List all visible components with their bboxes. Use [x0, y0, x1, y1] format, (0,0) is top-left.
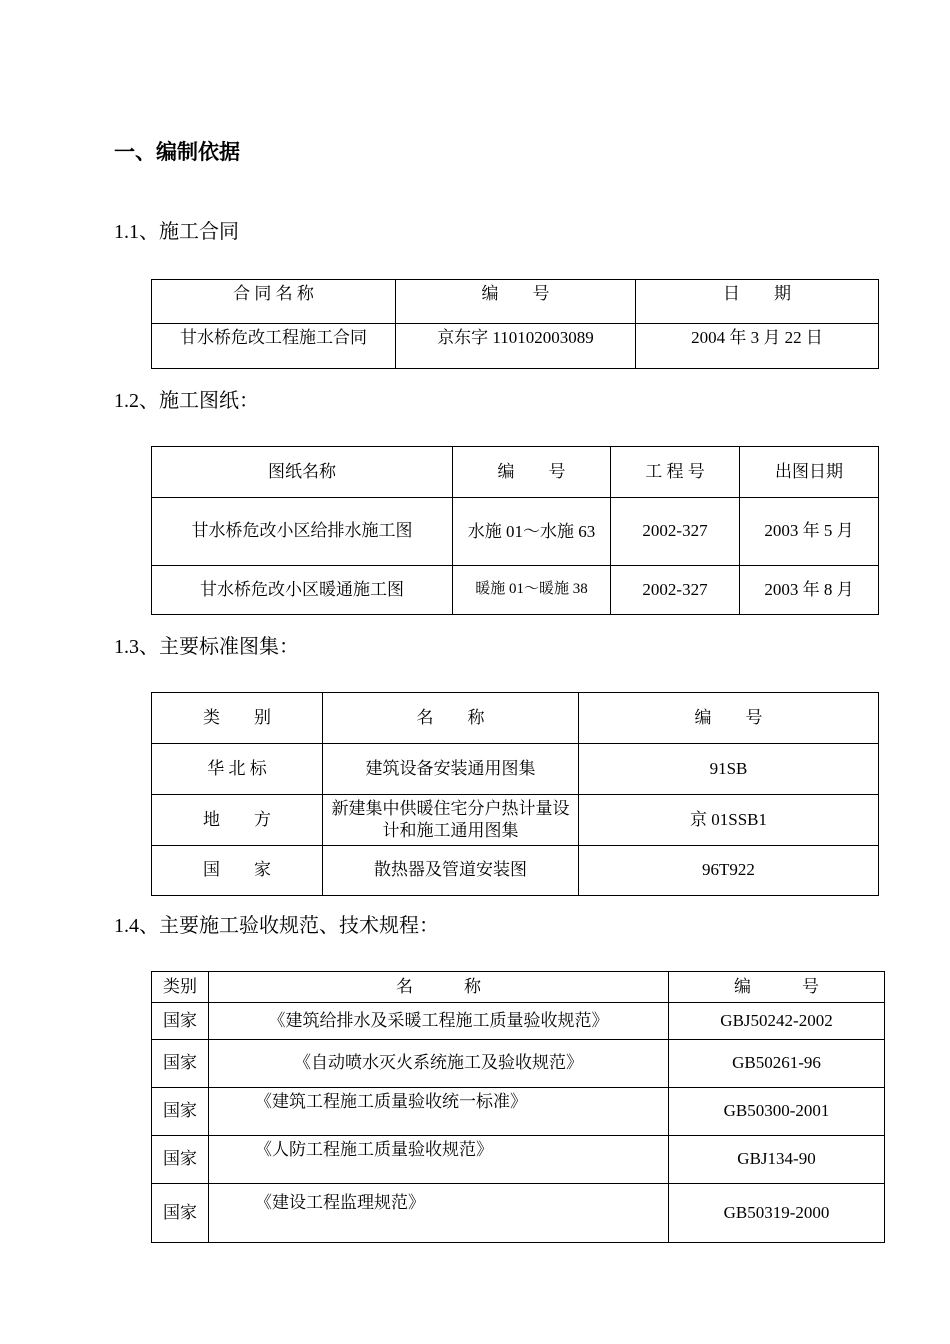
table-cell: 2003 年 8 月 — [740, 566, 879, 615]
table-row — [152, 566, 879, 615]
table-cell: 新建集中供暖住宅分户热计量设计和施工通用图集 — [323, 795, 579, 846]
table-cell: 京 01SSB1 — [579, 795, 879, 846]
header-cell: 合 同 名 称 — [152, 280, 396, 324]
table-cell: 国家 — [152, 1040, 209, 1088]
table-header-row — [152, 280, 879, 324]
table-cell: 91SB — [579, 744, 879, 795]
header-cell: 编 号 — [579, 693, 879, 744]
table-cell: 《人防工程施工质量验收规范》 — [209, 1136, 669, 1184]
standards-table — [151, 692, 879, 896]
table-header-row — [152, 972, 885, 1003]
header-cell: 编 号 — [453, 447, 611, 498]
header-cell: 出图日期 — [740, 447, 879, 498]
table-cell: 华 北 标 — [152, 744, 323, 795]
table-cell: 《自动喷水灭火系统施工及验收规范》 — [209, 1040, 669, 1088]
header-cell: 编 号 — [396, 280, 636, 324]
table-cell: 国家 — [152, 1136, 209, 1184]
table-cell: 《建筑工程施工质量验收统一标准》 — [209, 1088, 669, 1136]
table-cell: 2003 年 5 月 — [740, 498, 879, 566]
table-cell: 2002-327 — [611, 566, 740, 615]
header-cell: 类 别 — [152, 693, 323, 744]
table-cell: 96T922 — [579, 846, 879, 896]
table-cell: 2002-327 — [611, 498, 740, 566]
table-cell: 散热器及管道安装图 — [323, 846, 579, 896]
table-header-row — [152, 447, 879, 498]
table-row — [152, 1136, 885, 1184]
table-row — [152, 1088, 885, 1136]
header-cell: 名 称 — [209, 972, 669, 1003]
header-cell: 类别 — [152, 972, 209, 1003]
header-cell: 名 称 — [323, 693, 579, 744]
table-cell: 《建筑给排水及采暖工程施工质量验收规范》 — [209, 1003, 669, 1040]
table-row — [152, 795, 879, 846]
table-cell: 2004 年 3 月 22 日 — [636, 324, 879, 369]
table-row — [152, 1040, 885, 1088]
header-cell: 编 号 — [669, 972, 885, 1003]
table-header-row — [152, 693, 879, 744]
table-row — [152, 1184, 885, 1243]
table-cell: 国家 — [152, 1003, 209, 1040]
section-title-specifications: 1.4、主要施工验收规范、技术规程： — [114, 915, 439, 937]
table-cell: 《建设工程监理规范》 — [209, 1184, 669, 1243]
section-title-drawings: 1.2、施工图纸： — [114, 390, 259, 412]
header-cell: 工 程 号 — [611, 447, 740, 498]
table-cell: 地 方 — [152, 795, 323, 846]
table-cell: 甘水桥危改小区暖通施工图 — [152, 566, 453, 615]
table-cell: 京东字 110102003089 — [396, 324, 636, 369]
table-cell: GB50319-2000 — [669, 1184, 885, 1243]
table-row — [152, 498, 879, 566]
contract-table — [151, 279, 879, 369]
header-cell: 日 期 — [636, 280, 879, 324]
table-row — [152, 846, 879, 896]
table-cell: GBJ134-90 — [669, 1136, 885, 1184]
table-row — [152, 744, 879, 795]
table-row — [152, 1003, 885, 1040]
table-cell: 建筑设备安装通用图集 — [323, 744, 579, 795]
table-cell: GB50261-96 — [669, 1040, 885, 1088]
table-cell: 暖施 01～暖施 38 — [453, 566, 611, 615]
page-heading: 一、编制依据 — [114, 140, 240, 164]
specifications-table — [151, 971, 885, 1243]
table-cell: 甘水桥危改小区给排水施工图 — [152, 498, 453, 566]
table-cell: GBJ50242-2002 — [669, 1003, 885, 1040]
table-row — [152, 324, 879, 369]
table-cell: 国 家 — [152, 846, 323, 896]
section-title-standards: 1.3、主要标准图集： — [114, 636, 299, 658]
header-cell: 图纸名称 — [152, 447, 453, 498]
drawings-table — [151, 446, 879, 615]
table-cell: 国家 — [152, 1088, 209, 1136]
table-cell: 水施 01～水施 63 — [453, 498, 611, 566]
table-cell: 甘水桥危改工程施工合同 — [152, 324, 396, 369]
table-cell: 国家 — [152, 1184, 209, 1243]
table-cell: GB50300-2001 — [669, 1088, 885, 1136]
section-title-contract: 1.1、施工合同 — [114, 221, 239, 243]
